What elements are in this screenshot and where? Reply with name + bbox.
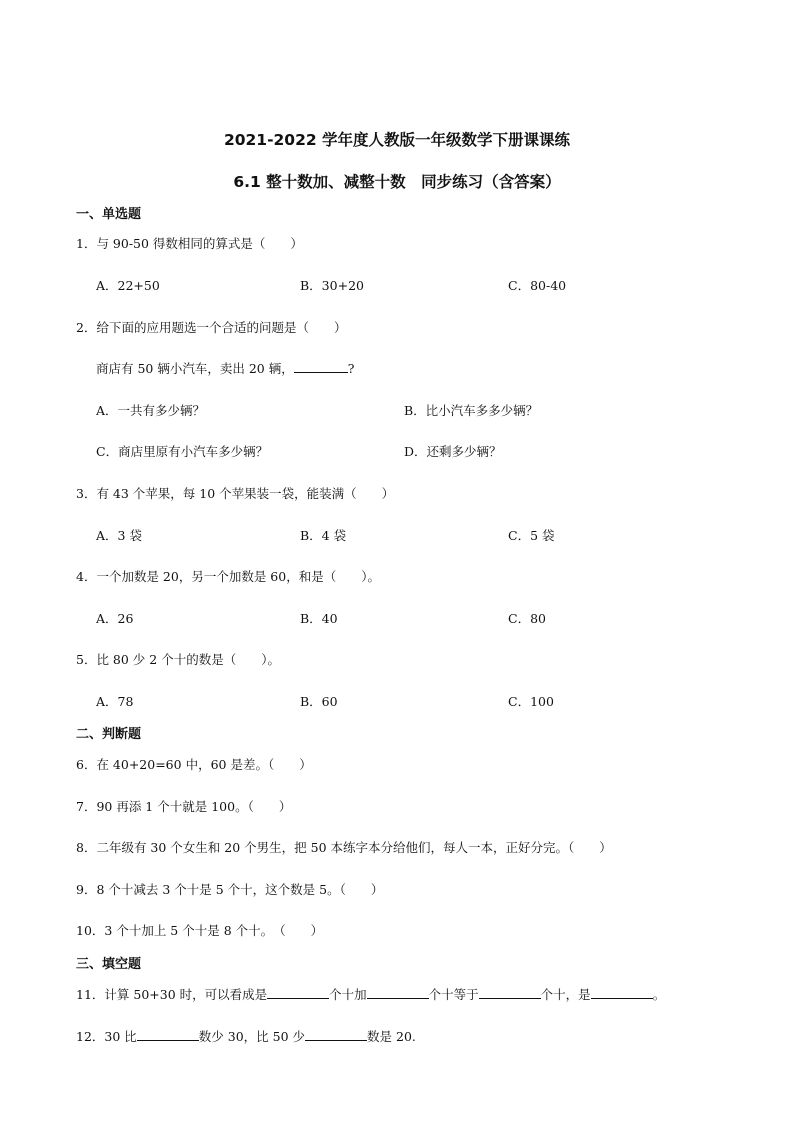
question-4-option-c[interactable]: C．80 [508, 611, 546, 626]
question-12 [76, 1027, 416, 1045]
question-8: 8．二年级有 30 个女生和 20 个男生，把 50 本练字本分给他们，每人一本，正好分完。（ ） [76, 840, 612, 855]
question-3-option-b[interactable]: B．4 袋 [300, 528, 347, 543]
question-2-option-b[interactable]: B．比小汽车多多少辆？ [404, 403, 539, 418]
answer-blank[interactable] [479, 986, 541, 999]
answer-blank[interactable] [137, 1028, 199, 1041]
question-11-text-2: 个十加 [329, 987, 367, 1002]
question-5-option-c[interactable]: C．100 [508, 694, 554, 709]
question-4-option-a[interactable]: A．26 [96, 611, 134, 626]
answer-blank[interactable] [591, 986, 653, 999]
question-1-option-c[interactable]: C．80-40 [508, 278, 567, 293]
question-2-context [96, 359, 354, 377]
answer-blank[interactable] [267, 986, 329, 999]
question-1-option-a[interactable]: A．22+50 [96, 278, 160, 293]
question-3-option-c[interactable]: C．5 袋 [508, 528, 555, 543]
question-5-option-b[interactable]: B．60 [300, 694, 338, 709]
question-11-text-3: 个十等于 [428, 987, 479, 1002]
answer-blank[interactable] [294, 360, 348, 373]
question-12-text-2: 数少 30，比 50 少 [198, 1029, 306, 1044]
question-2-stem: 2．给下面的应用题选一个合适的问题是（ ） [76, 320, 347, 335]
question-4-option-b[interactable]: B．40 [300, 611, 338, 626]
section-heading-single-choice: 一、单选题 [76, 207, 142, 222]
question-2-option-d[interactable]: D．还剩多少辆？ [404, 444, 502, 459]
section-heading-fill-in: 三、填空题 [76, 957, 142, 972]
question-11-text-1: 11．计算 50+30 时，可以看成是 [76, 987, 268, 1002]
question-1-option-b[interactable]: B．30+20 [300, 278, 364, 293]
question-12-text-3: 数是 20. [367, 1029, 416, 1044]
question-11-text-5: 。 [652, 987, 666, 1002]
question-9: 9．8 个十减去 3 个十是 5 个十，这个数是 5。（ ） [76, 882, 384, 897]
question-5-option-a[interactable]: A．78 [96, 694, 134, 709]
question-11 [76, 985, 665, 1003]
answer-blank[interactable] [367, 986, 429, 999]
question-2-option-a[interactable]: A．一共有多少辆？ [96, 403, 206, 418]
answer-blank[interactable] [305, 1028, 367, 1041]
question-11-text-4: 个十，是 [540, 987, 591, 1002]
question-2-context-end: ? [347, 361, 355, 376]
question-1-stem: 1．与 90-50 得数相同的算式是（ ） [76, 236, 303, 251]
question-3-option-a[interactable]: A．3 袋 [96, 528, 142, 543]
question-2-option-c[interactable]: C．商店里原有小汽车多少辆？ [96, 444, 269, 459]
question-7: 7．90 再添 1 个十就是 100。（ ） [76, 799, 292, 814]
question-10: 10．3 个十加上 5 个十是 8 个十。 （ ） [76, 923, 324, 938]
question-12-text-1: 12．30 比 [76, 1029, 137, 1044]
question-6: 6．在 40+20=60 中，60 是差。（ ） [76, 757, 312, 772]
document-title: 2021-2022 学年度人教版一年级数学下册课课练 [223, 131, 571, 149]
section-heading-true-false: 二、判断题 [76, 727, 142, 742]
document-subtitle: 6.1 整十数加、减整十数 同步练习（含答案） [233, 173, 561, 191]
question-4-stem: 4．一个加数是 20，另一个加数是 60，和是（ ）。 [76, 569, 380, 584]
question-5-stem: 5．比 80 少 2 个十的数是（ ）。 [76, 652, 280, 667]
question-3-stem: 3．有 43 个苹果，每 10 个苹果装一袋，能装满（ ） [76, 486, 395, 501]
question-2-context-text: 商店有 50 辆小汽车，卖出 20 辆， [96, 361, 294, 376]
